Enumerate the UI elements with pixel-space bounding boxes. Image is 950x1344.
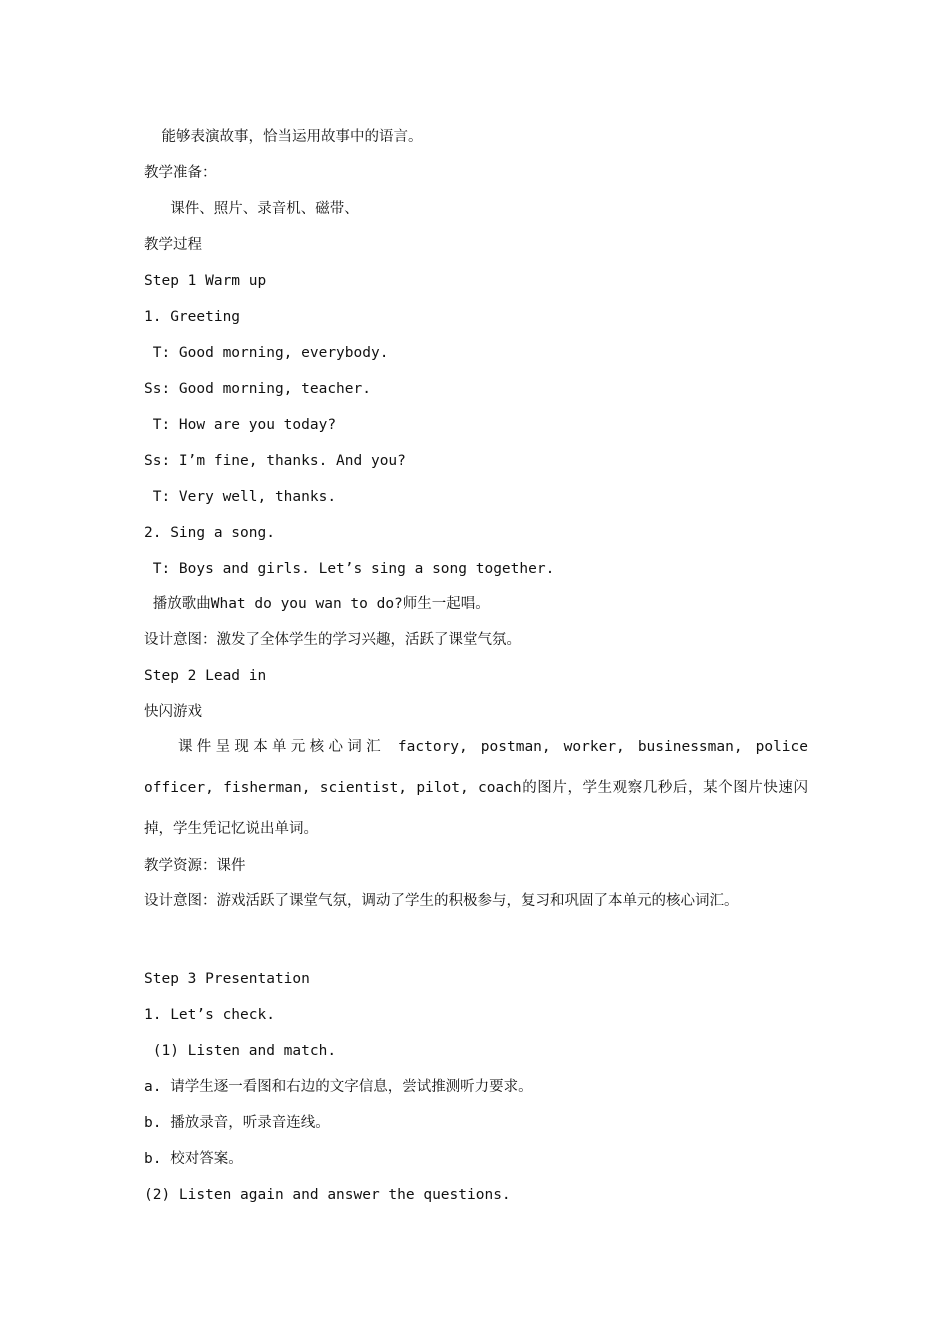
text-line: 课件、照片、录音机、磁带、 (144, 201, 359, 217)
text-line: (2) Listen again and answer the questions. (144, 1187, 511, 1203)
text-line: 快闪游戏 (144, 704, 202, 720)
design-intent: 设计意图：激发了全体学生的学习兴趣，活跃了课堂气氛。 (144, 632, 521, 648)
text-line: a. 请学生逐一看图和右边的文字信息，尝试推测听力要求。 (144, 1079, 533, 1095)
step-heading: Step 2 Lead in (144, 668, 267, 684)
section-heading-process: 教学过程 (144, 237, 202, 253)
step-heading: Step 1 Warm up (144, 273, 267, 289)
text-line: 播放歌曲What do you wan to do?师生一起唱。 (144, 596, 490, 612)
step-heading: Step 3 Presentation (144, 971, 310, 987)
paragraph-flash-game: 课件呈现本单元核心词汇 factory, postman, worker, businessman, police officer, fisherman, scientist, pilot, coach的图片，学生观察几秒后，某个图片快速闪掉，学生凭记忆说出单词。 (144, 739, 808, 837)
design-intent-paragraph: 设计意图：游戏活跃了课堂气氛，调动了学生的积极参与，复习和巩固了本单元的核心词汇。 (144, 893, 739, 909)
text-line: b. 播放录音，听录音连线。 (144, 1115, 330, 1131)
dialogue-line: T: Boys and girls. Let’s sing a song together. (144, 561, 555, 577)
dialogue-line: Ss: I’m fine, thanks. And you? (144, 453, 406, 469)
dialogue-line: T: Good morning, everybody. (144, 345, 389, 361)
dialogue-line: T: How are you today? (144, 417, 337, 433)
section-heading-preparation: 教学准备： (144, 165, 217, 181)
text-line: b. 校对答案。 (144, 1151, 243, 1167)
text-line: (1) Listen and match. (144, 1043, 337, 1059)
dialogue-line: T: Very well, thanks. (144, 489, 337, 505)
text-line: 能够表演故事，恰当运用故事中的语言。 (144, 129, 423, 145)
text-line: 1. Greeting (144, 309, 241, 325)
dialogue-line: Ss: Good morning, teacher. (144, 381, 371, 397)
text-line: 1. Let’s check. (144, 1007, 275, 1023)
teaching-resource: 教学资源：课件 (144, 858, 246, 874)
text-line: 2. Sing a song. (144, 525, 275, 541)
